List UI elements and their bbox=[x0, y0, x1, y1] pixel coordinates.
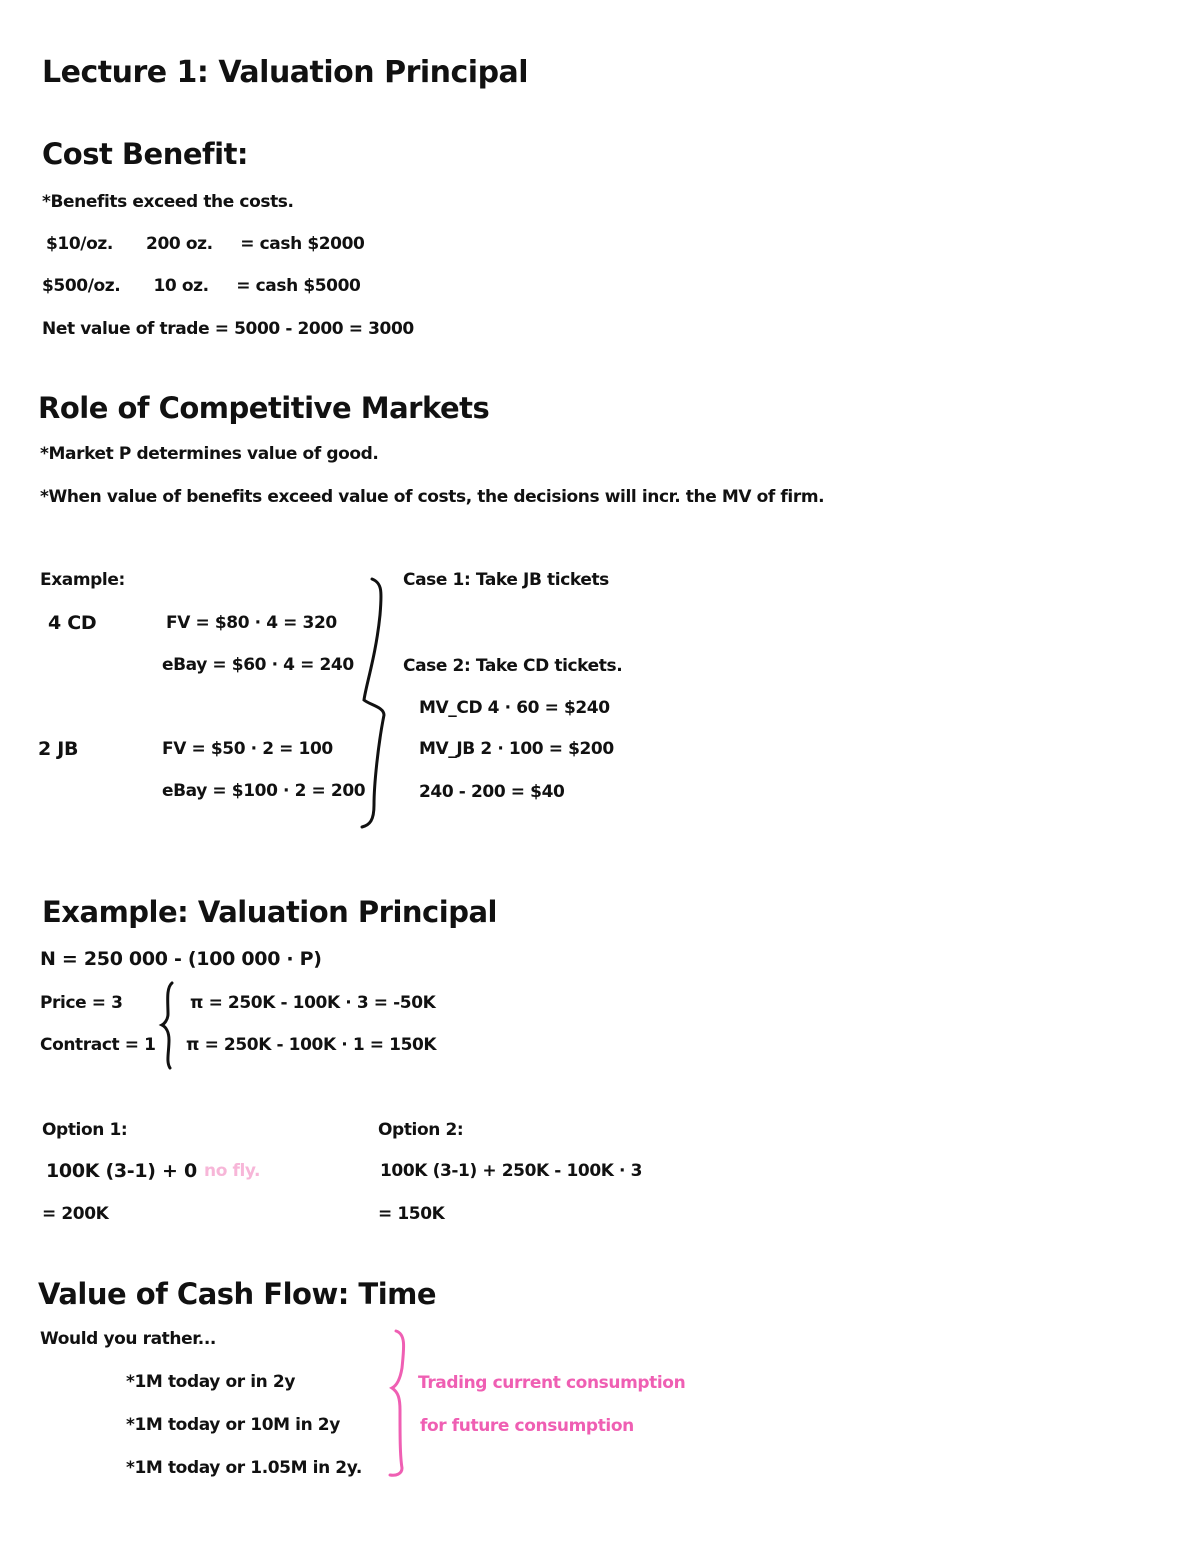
case-1: Case 1: Take JB tickets bbox=[403, 570, 609, 590]
valuation-brace-icon bbox=[160, 980, 180, 1070]
option-2-label: Option 2: bbox=[378, 1120, 464, 1140]
valuation-profit-1: π = 250K - 100K · 3 = -50K bbox=[190, 993, 436, 1013]
cost-benefit-row-1: $10/oz. 200 oz. = cash $2000 bbox=[46, 234, 365, 254]
example-label: Example: bbox=[40, 570, 125, 590]
example-jb-fv: FV = $50 · 2 = 100 bbox=[162, 739, 333, 759]
example-cd-ebay: eBay = $60 · 4 = 240 bbox=[162, 655, 354, 675]
valuation-profit-2: π = 250K - 100K · 1 = 150K bbox=[186, 1035, 437, 1055]
case-mv-jb: MV_JB 2 · 100 = $200 bbox=[419, 739, 614, 759]
page-title: Lecture 1: Valuation Principal bbox=[42, 55, 529, 90]
cashflow-item-3: *1M today or 1.05M in 2y. bbox=[126, 1458, 362, 1478]
cashflow-item-2: *1M today or 10M in 2y bbox=[126, 1415, 340, 1435]
example-item-cd: 4 CD bbox=[48, 612, 97, 634]
valuation-formula: N = 250 000 - (100 000 · P) bbox=[40, 948, 322, 970]
cost-benefit-bullet: *Benefits exceed the costs. bbox=[42, 192, 294, 212]
valuation-price: Price = 3 bbox=[40, 993, 123, 1013]
case-2: Case 2: Take CD tickets. bbox=[403, 656, 623, 676]
valuation-heading: Example: Valuation Principal bbox=[42, 895, 497, 929]
option-1-result: = 200K bbox=[42, 1204, 109, 1224]
example-cd-fv: FV = $80 · 4 = 320 bbox=[166, 613, 337, 633]
example-item-jb: 2 JB bbox=[38, 738, 79, 760]
cost-benefit-row-2: $500/oz. 10 oz. = cash $5000 bbox=[42, 276, 361, 296]
cashflow-note-line-2: for future consumption bbox=[420, 1416, 634, 1436]
cost-benefit-heading: Cost Benefit: bbox=[42, 137, 249, 171]
example-jb-ebay: eBay = $100 · 2 = 200 bbox=[162, 781, 366, 801]
cashflow-brace-icon bbox=[388, 1328, 412, 1478]
cashflow-item-1: *1M today or in 2y bbox=[126, 1372, 296, 1392]
cost-benefit-row-3: Net value of trade = 5000 - 2000 = 3000 bbox=[42, 319, 414, 339]
option-1-note: no fly. bbox=[204, 1161, 261, 1181]
cashflow-heading: Value of Cash Flow: Time bbox=[38, 1277, 437, 1311]
valuation-contract: Contract = 1 bbox=[40, 1035, 156, 1055]
option-2-expression: 100K (3-1) + 250K - 100K · 3 bbox=[380, 1161, 643, 1181]
case-difference: 240 - 200 = $40 bbox=[419, 782, 565, 802]
competitive-bullet-1: *Market P determines value of good. bbox=[40, 444, 379, 464]
option-1-label: Option 1: bbox=[42, 1120, 128, 1140]
option-1-expression: 100K (3-1) + 0 bbox=[46, 1160, 197, 1182]
cashflow-note-line-1: Trading current consumption bbox=[418, 1373, 686, 1393]
option-2-result: = 150K bbox=[378, 1204, 445, 1224]
case-mv-cd: MV_CD 4 · 60 = $240 bbox=[419, 698, 610, 718]
cashflow-question: Would you rather... bbox=[40, 1329, 216, 1349]
competitive-bullet-2: *When value of benefits exceed value of costs, the decisions will incr. the MV of firm. bbox=[40, 487, 825, 507]
example-brace-icon bbox=[360, 575, 390, 830]
competitive-markets-heading: Role of Competitive Markets bbox=[38, 391, 490, 425]
